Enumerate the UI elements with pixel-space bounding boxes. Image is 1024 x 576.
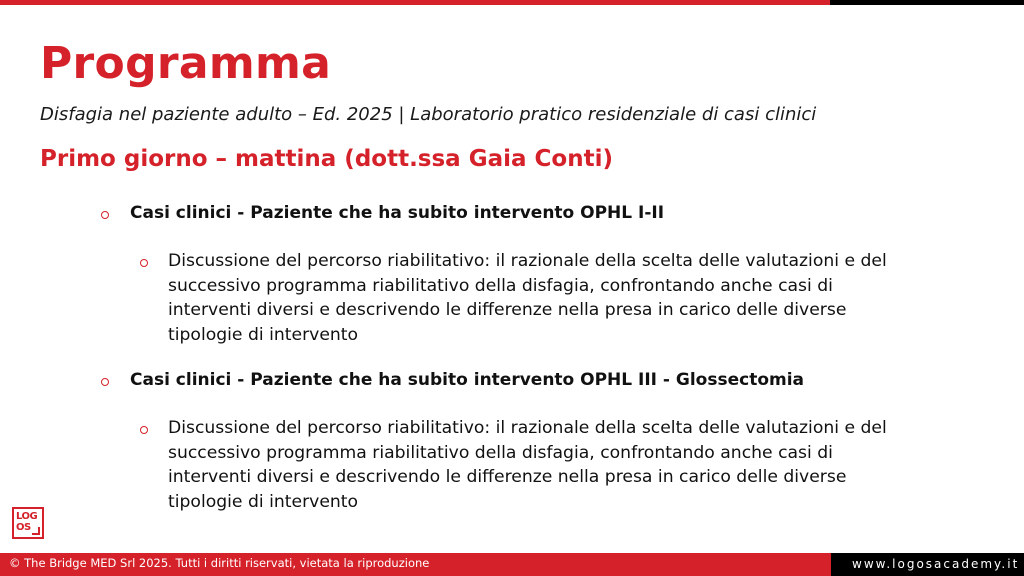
- item-heading-text: Casi clinici - Paziente che ha subito intervento OPHL I-II: [130, 203, 665, 223]
- logos-logo: [12, 507, 44, 539]
- footer-copyright: © The Bridge MED Srl 2025. Tutti i diritti riservati, vietata la riproduzione: [9, 556, 430, 570]
- footer-website-link[interactable]: www.logosacademy.it: [852, 557, 1020, 571]
- page-title: Programma: [40, 38, 332, 89]
- circle-bullet-icon: [140, 259, 148, 267]
- list-item-detail: [168, 416, 908, 514]
- top-bar-red: [0, 0, 830, 5]
- top-bar-black: [830, 0, 1024, 5]
- circle-bullet-icon: [101, 378, 109, 386]
- circle-bullet-icon: [140, 426, 148, 434]
- list-item-detail: [168, 249, 908, 347]
- section-heading: Primo giorno – mattina (dott.ssa Gaia Conti): [40, 146, 613, 172]
- item-heading-text: Casi clinici - Paziente che ha subito intervento OPHL III - Glossectomia: [130, 370, 805, 390]
- list-item-heading: [130, 203, 664, 223]
- top-accent-bar: [0, 0, 1024, 5]
- logo-text-line2: OS: [16, 522, 31, 533]
- logo-corner-icon: [32, 527, 40, 535]
- item-detail-text: Discussione del percorso riabilitativo: il razionale della scelta delle valutazioni e del successivo programma riabilitativo della disfagia, confrontando anche casi di interventi diversi e descrivendo le differenze nella presa in carico delle diverse tipologie di intervento: [168, 251, 887, 345]
- circle-bullet-icon: [101, 211, 109, 219]
- item-detail-text: Discussione del percorso riabilitativo: il razionale della scelta delle valutazioni e del successivo programma riabilitativo della disfagia, confrontando anche casi di interventi diversi e descrivendo le differenze nella presa in carico delle diverse tipologie di intervento: [168, 418, 887, 512]
- list-item-heading: [130, 370, 804, 390]
- logo-text-line1: LOG: [16, 511, 38, 522]
- course-subtitle: Disfagia nel paziente adulto – Ed. 2025 | Laboratorio pratico residenziale di casi clinici: [40, 104, 817, 125]
